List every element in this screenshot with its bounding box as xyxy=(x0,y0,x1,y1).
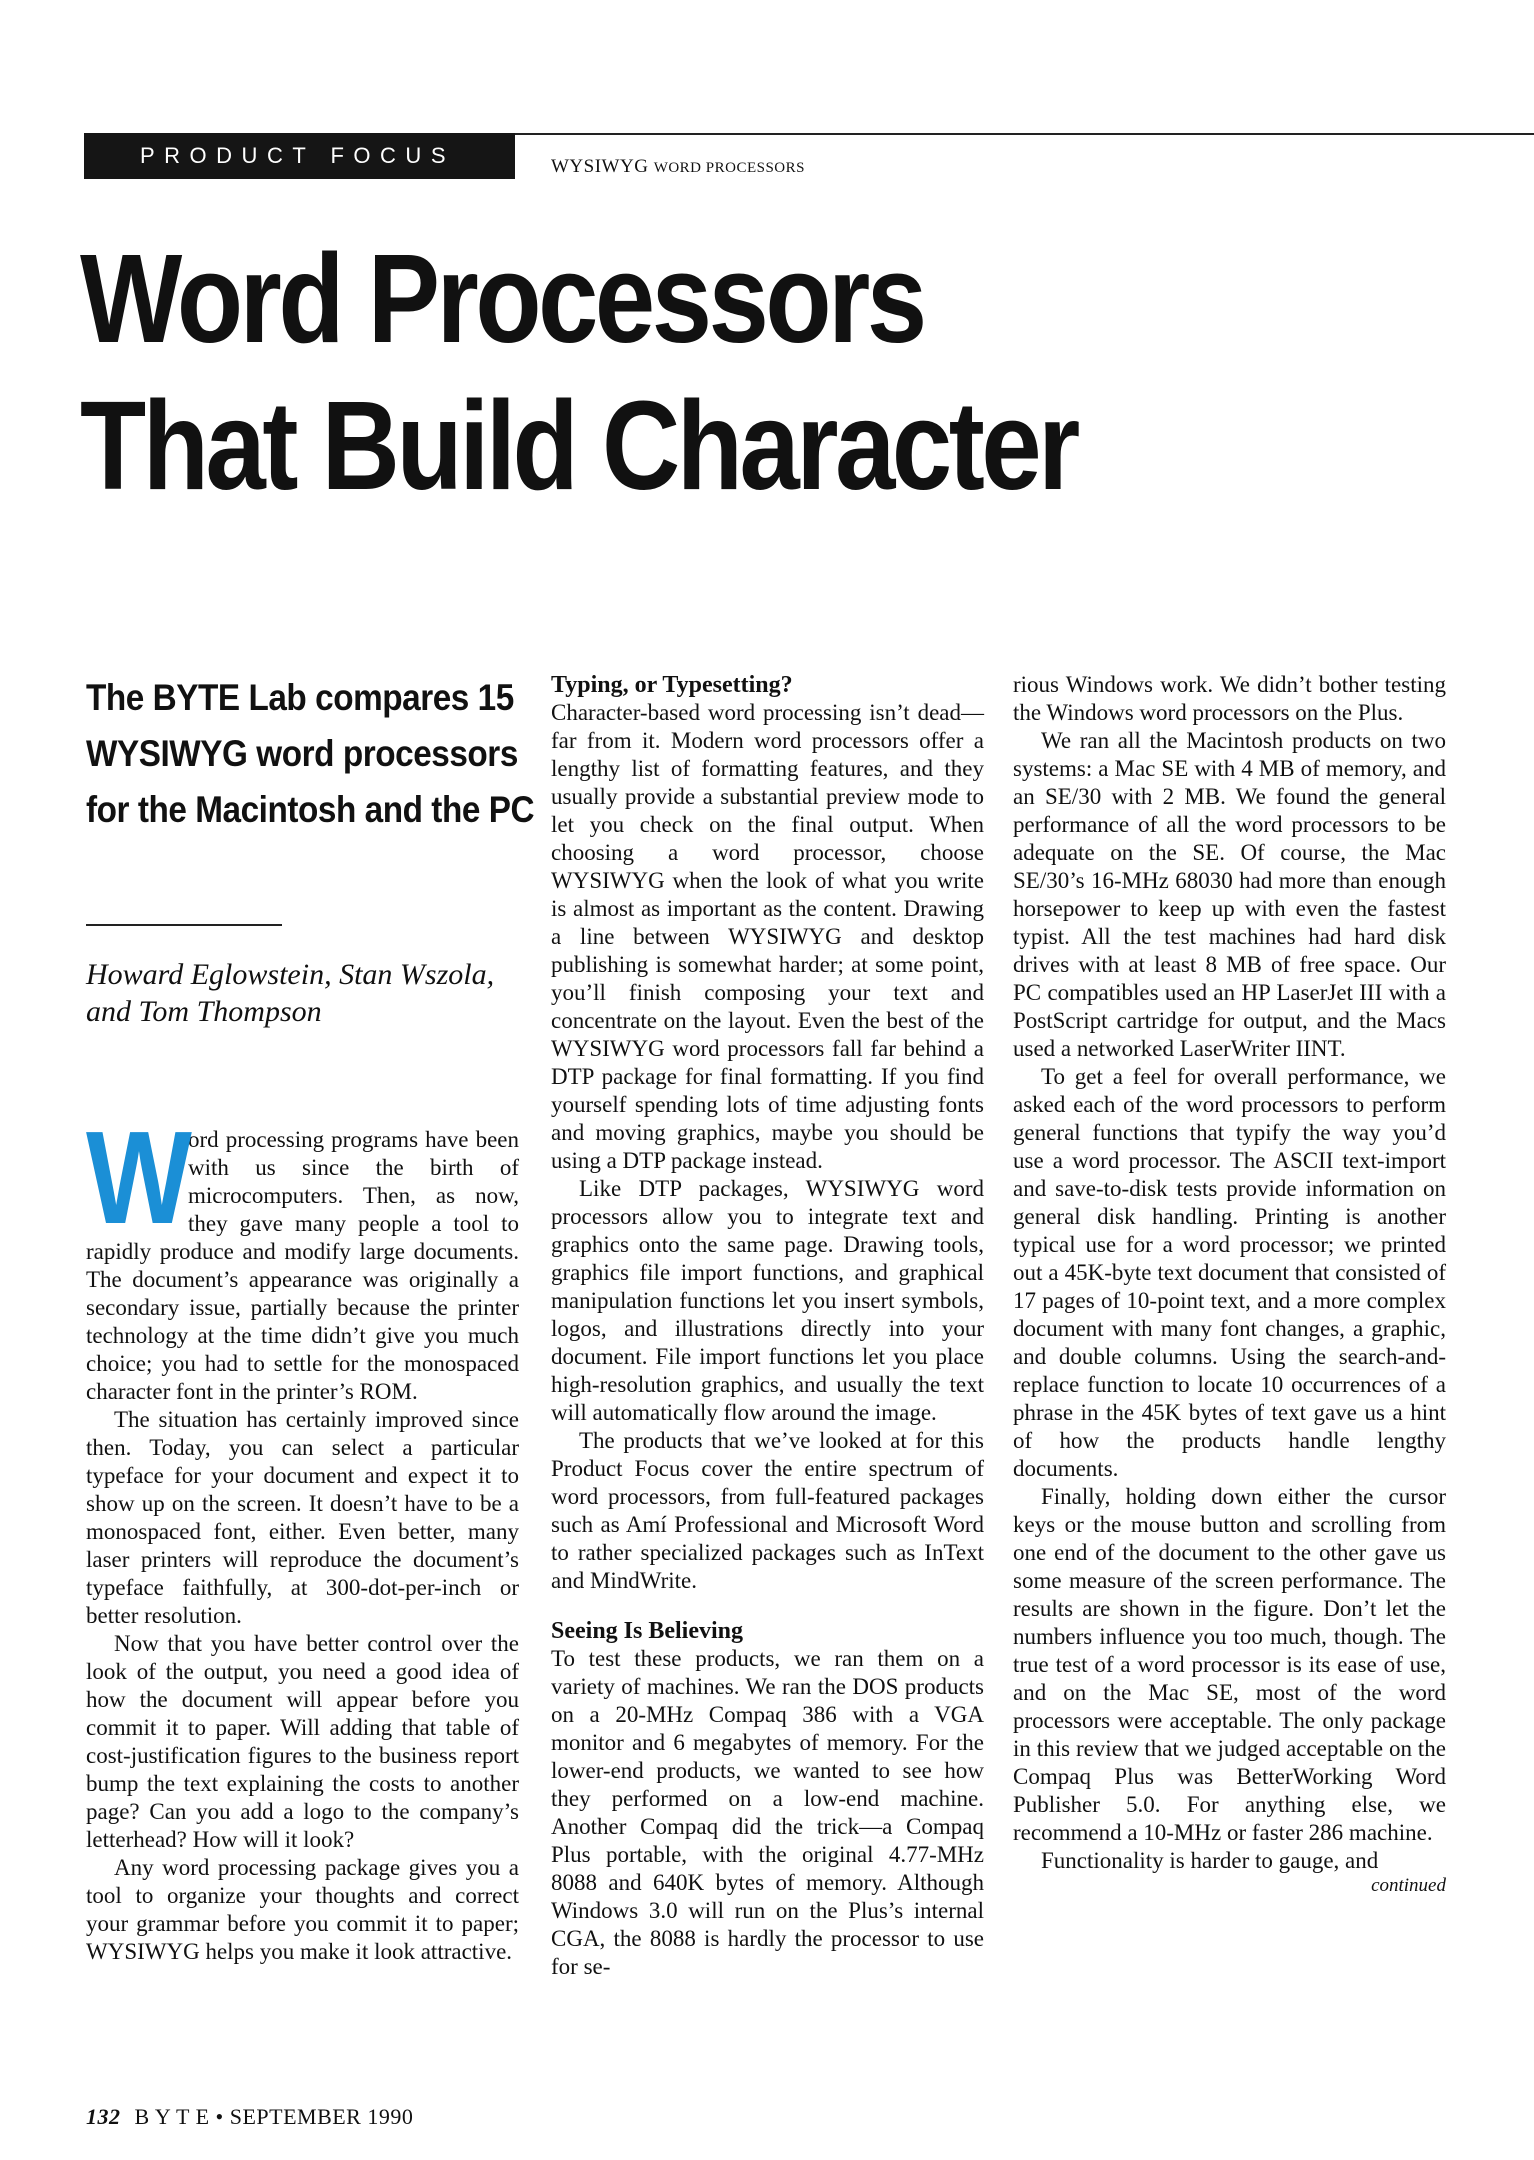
section-title-rest: WORD PROCESSORS xyxy=(653,160,805,176)
column-2 xyxy=(551,671,984,1981)
article-authors: Howard Eglowstein, Stan Wszola, and Tom Thompson xyxy=(86,958,495,1028)
subhead-seeing: Seeing Is Believing xyxy=(551,1618,744,1644)
page-footer xyxy=(86,2104,413,2130)
paragraph: The products that we’ve looked at for this Product Focus cover the entire spectrum of word processors, from full-featured packages such as Amí Professional and Microsoft Word to rather specialized packages such as InText and MindWrite. xyxy=(551,1428,984,1593)
paragraph: Functionality is harder to gauge, and xyxy=(1041,1848,1379,1873)
title-line-2: That Build Character xyxy=(80,375,1077,516)
subhead-typing: Typing, or Typesetting? xyxy=(551,672,793,698)
paragraph: We ran all the Macintosh products on two systems: a Mac SE with 4 MB of memory, and an SE/30 with 2 MB. We found the general performance of all the word processors to be adequate on the SE. Of course, the Mac SE/30’s 16-MHz 68030 had more than enough horsepower to keep up with even the fastest typist. All the test machines had hard disk drives with at least 8 MB of free space. Our PC compatibles used an HP LaserJet III with a PostScript cartridge for output, and the Macs used a networked LaserWriter IINT. xyxy=(1013,728,1446,1061)
drop-cap: W xyxy=(86,1104,192,1251)
paragraph: The situation has certainly improved since then. Today, you can select a particular typeface for your document and expect it to show up on the screen. It doesn’t have to be a monospaced font, either. Even better, many laser printers will reproduce the document’s typeface faithfully, at 300-dot-per-inch or better resolution. xyxy=(86,1407,519,1628)
paragraph: Character-based word processing isn’t dead—far from it. Modern word processors offer a lengthy list of formatting features, and they usually provide a substantial preview mode to let you check on the final output. When choosing a word processor, choose WYSIWYG when the look of what you write is almost as important as the content. Drawing a line between WYSIWYG and desktop publishing is somewhat harder; at some point, you’ll finish composing your text and concentrate on the layout. Even the best of the WYSIWYG word processors fall far behind a DTP package for final formatting. If you find yourself spending lots of time adjusting fonts and moving graphics, maybe you should be using a DTP package instead. xyxy=(551,700,984,1173)
continued-label: continued xyxy=(1371,1875,1446,1896)
article-deck: The BYTE Lab compares 15 WYSIWYG word processors for the Macintosh and the PC xyxy=(86,677,535,830)
spacer xyxy=(551,1595,984,1617)
deck-divider xyxy=(86,924,282,926)
issue-date: SEPTEMBER 1990 xyxy=(229,2104,414,2129)
column-1 xyxy=(86,1104,519,1966)
title-line-1: Word Processors xyxy=(80,228,924,369)
footer-separator: • xyxy=(215,2104,224,2129)
paragraph-continued: rious Windows work. We didn’t bother testing the Windows word processors on the Plus. xyxy=(1013,672,1446,725)
section-label: PRODUCT FOCUS xyxy=(84,133,515,179)
paragraph: To test these products, we ran them on a variety of machines. We ran the DOS products on a 20-MHz Compaq 386 with a VGA monitor and 6 megabytes of memory. For the lower-end products, we wanted to see how they performed on a low-end machine. Another Compaq did the trick—a Compaq Plus portable, with the original 4.77-MHz 8088 and 640K bytes of memory. Although Windows 3.0 will run on the Plus’s internal CGA, the 8088 is hardly the processor to use for se- xyxy=(551,1646,984,1979)
section-title xyxy=(551,156,805,178)
paragraph: Any word processing package gives you a tool to organize your thoughts and correct your grammar before you commit it to paper; WYSIWYG helps you make it look attractive. xyxy=(86,1855,519,1964)
paragraph-text: ord processing programs have been with us since the birth of microcomputers. Then, as now, they gave many people a tool to rapidly produce and modify large documents. The document’s appearance was originally a secondary issue, partially because the printer technology at the time didn’t give you much choice; you had to settle for the monospaced character font in the printer’s ROM. xyxy=(86,1127,519,1404)
paragraph: Now that you have better control over the look of the output, you need a good idea of how the document will appear before you commit it to paper. Will adding that table of cost-justification figures to the business report bump the text explaining the costs to another page? Can you add a logo to the company’s letterhead? How will it look? xyxy=(86,1631,519,1852)
paragraph: Finally, holding down either the cursor keys or the mouse button and scrolling from one end of the document to the other gave us some measure of the screen performance. The results are shown in the figure. Don’t let the numbers influence you too much, though. The true test of a word processor is its ease of use, and on the Mac SE, most of the word processors were acceptable. The only package in this review that we judged acceptable on the Compaq Plus was BetterWorking Word Publisher 5.0. For anything else, we recommend a 10-MHz or faster 286 machine. xyxy=(1013,1484,1446,1845)
section-title-lead: WYSIWYG xyxy=(551,156,654,177)
column-3 xyxy=(1013,671,1446,1897)
magazine-name: B Y T E xyxy=(134,2104,210,2129)
paragraph xyxy=(86,1104,519,1406)
page-number: 132 xyxy=(86,2104,121,2129)
paragraph: Like DTP packages, WYSIWYG word processors allow you to integrate text and graphics onto the same page. Drawing tools, graphics file import functions, and graphical manipulation functions let you insert symbols, logos, and illustrations directly into your document. File import functions let you place high-resolution graphics, and usually the text will automatically flow around the image. xyxy=(551,1176,984,1425)
paragraph: To get a feel for overall performance, we asked each of the word processors to perform general functions that typify the way you’d use a word processor. The ASCII text-import and save-to-disk tests provide information on general disk handling. Printing is another typical use for a word processor; we printed out a 45K-byte text document that consisted of 17 pages of 10-point text, and a more complex document with many font changes, a graphic, and double columns. Using the search-and-replace function to locate 10 occurrences of a phrase in the 45K bytes of text gave us a hint of how the products handle lengthy documents. xyxy=(1013,1064,1446,1481)
article-title xyxy=(80,225,1318,519)
